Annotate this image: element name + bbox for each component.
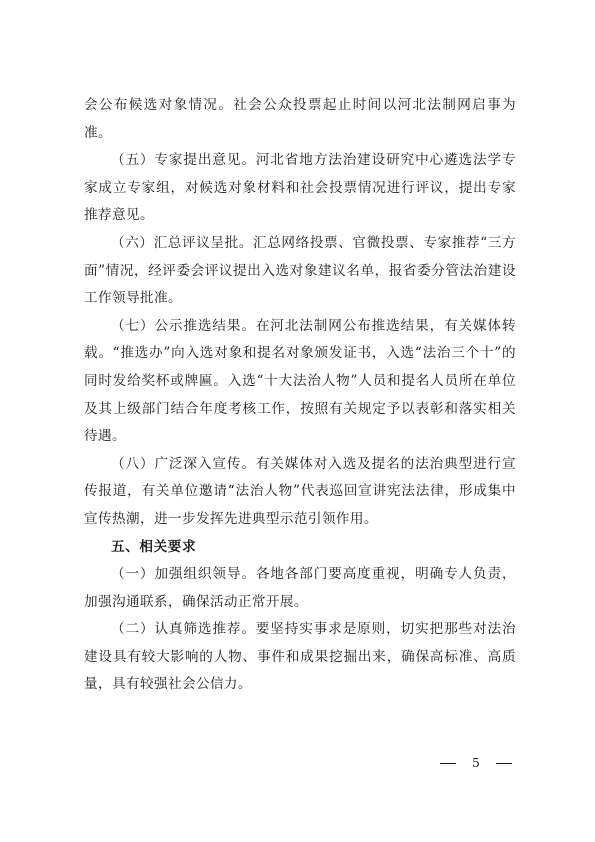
page-number: 5 bbox=[472, 756, 480, 770]
paragraph-continuation: 会公布候选对象情况。社会公众投票起止时间以河北法制网启事为准。 bbox=[84, 97, 516, 141]
section-heading-requirements: 五、相关要求 bbox=[111, 538, 197, 555]
left-dash bbox=[440, 763, 456, 764]
page-number-footer bbox=[440, 754, 512, 772]
paragraph-item-7: （七）公示推选结果。在河北法制网公布推选结果，有关媒体转载。“推选办”向入选对象和提名对象颁发证书，入选“法治三个十”的同时发给奖杯或牌匾。入选“十大法治人物”人员和提名人员所在单位及其上级部门结合年度考核工作，按照有关规定予以表彰和落实相关待遇。 bbox=[84, 317, 516, 445]
paragraph-requirement-2: （二）认真筛选推荐。要坚持实事求是原则，切实把那些对法治建设具有较大影响的人物、事件和成果挖掘出来，确保高标准、高质量，具有较强社会公信力。 bbox=[84, 621, 516, 693]
paragraph-item-8: （八）广泛深入宣传。有关媒体对入选及提名的法治典型进行宣传报道，有关单位邀请“法治人物”代表巡回宣讲宪法法律，形成集中宣传热潮，进一步发挥先进典型示范引领作用。 bbox=[84, 455, 516, 527]
paragraph-item-5: （五）专家提出意见。河北省地方法治建设研究中心遴选法学专家成立专家组，对候选对象材料和社会投票情况进行评议，提出专家推荐意见。 bbox=[84, 152, 516, 224]
paragraph-requirement-1: （一）加强组织领导。各地各部门要高度重视，明确专人负责，加强沟通联系，确保活动正常开展。 bbox=[84, 566, 516, 610]
document-body bbox=[84, 92, 516, 699]
paragraph-item-6: （六）汇总评议呈批。汇总网络投票、官微投票、专家推荐“三方面”情况，经评委会评议提出入选对象建议名单，报省委分管法治建设工作领导批准。 bbox=[84, 234, 516, 307]
right-dash bbox=[496, 763, 512, 764]
